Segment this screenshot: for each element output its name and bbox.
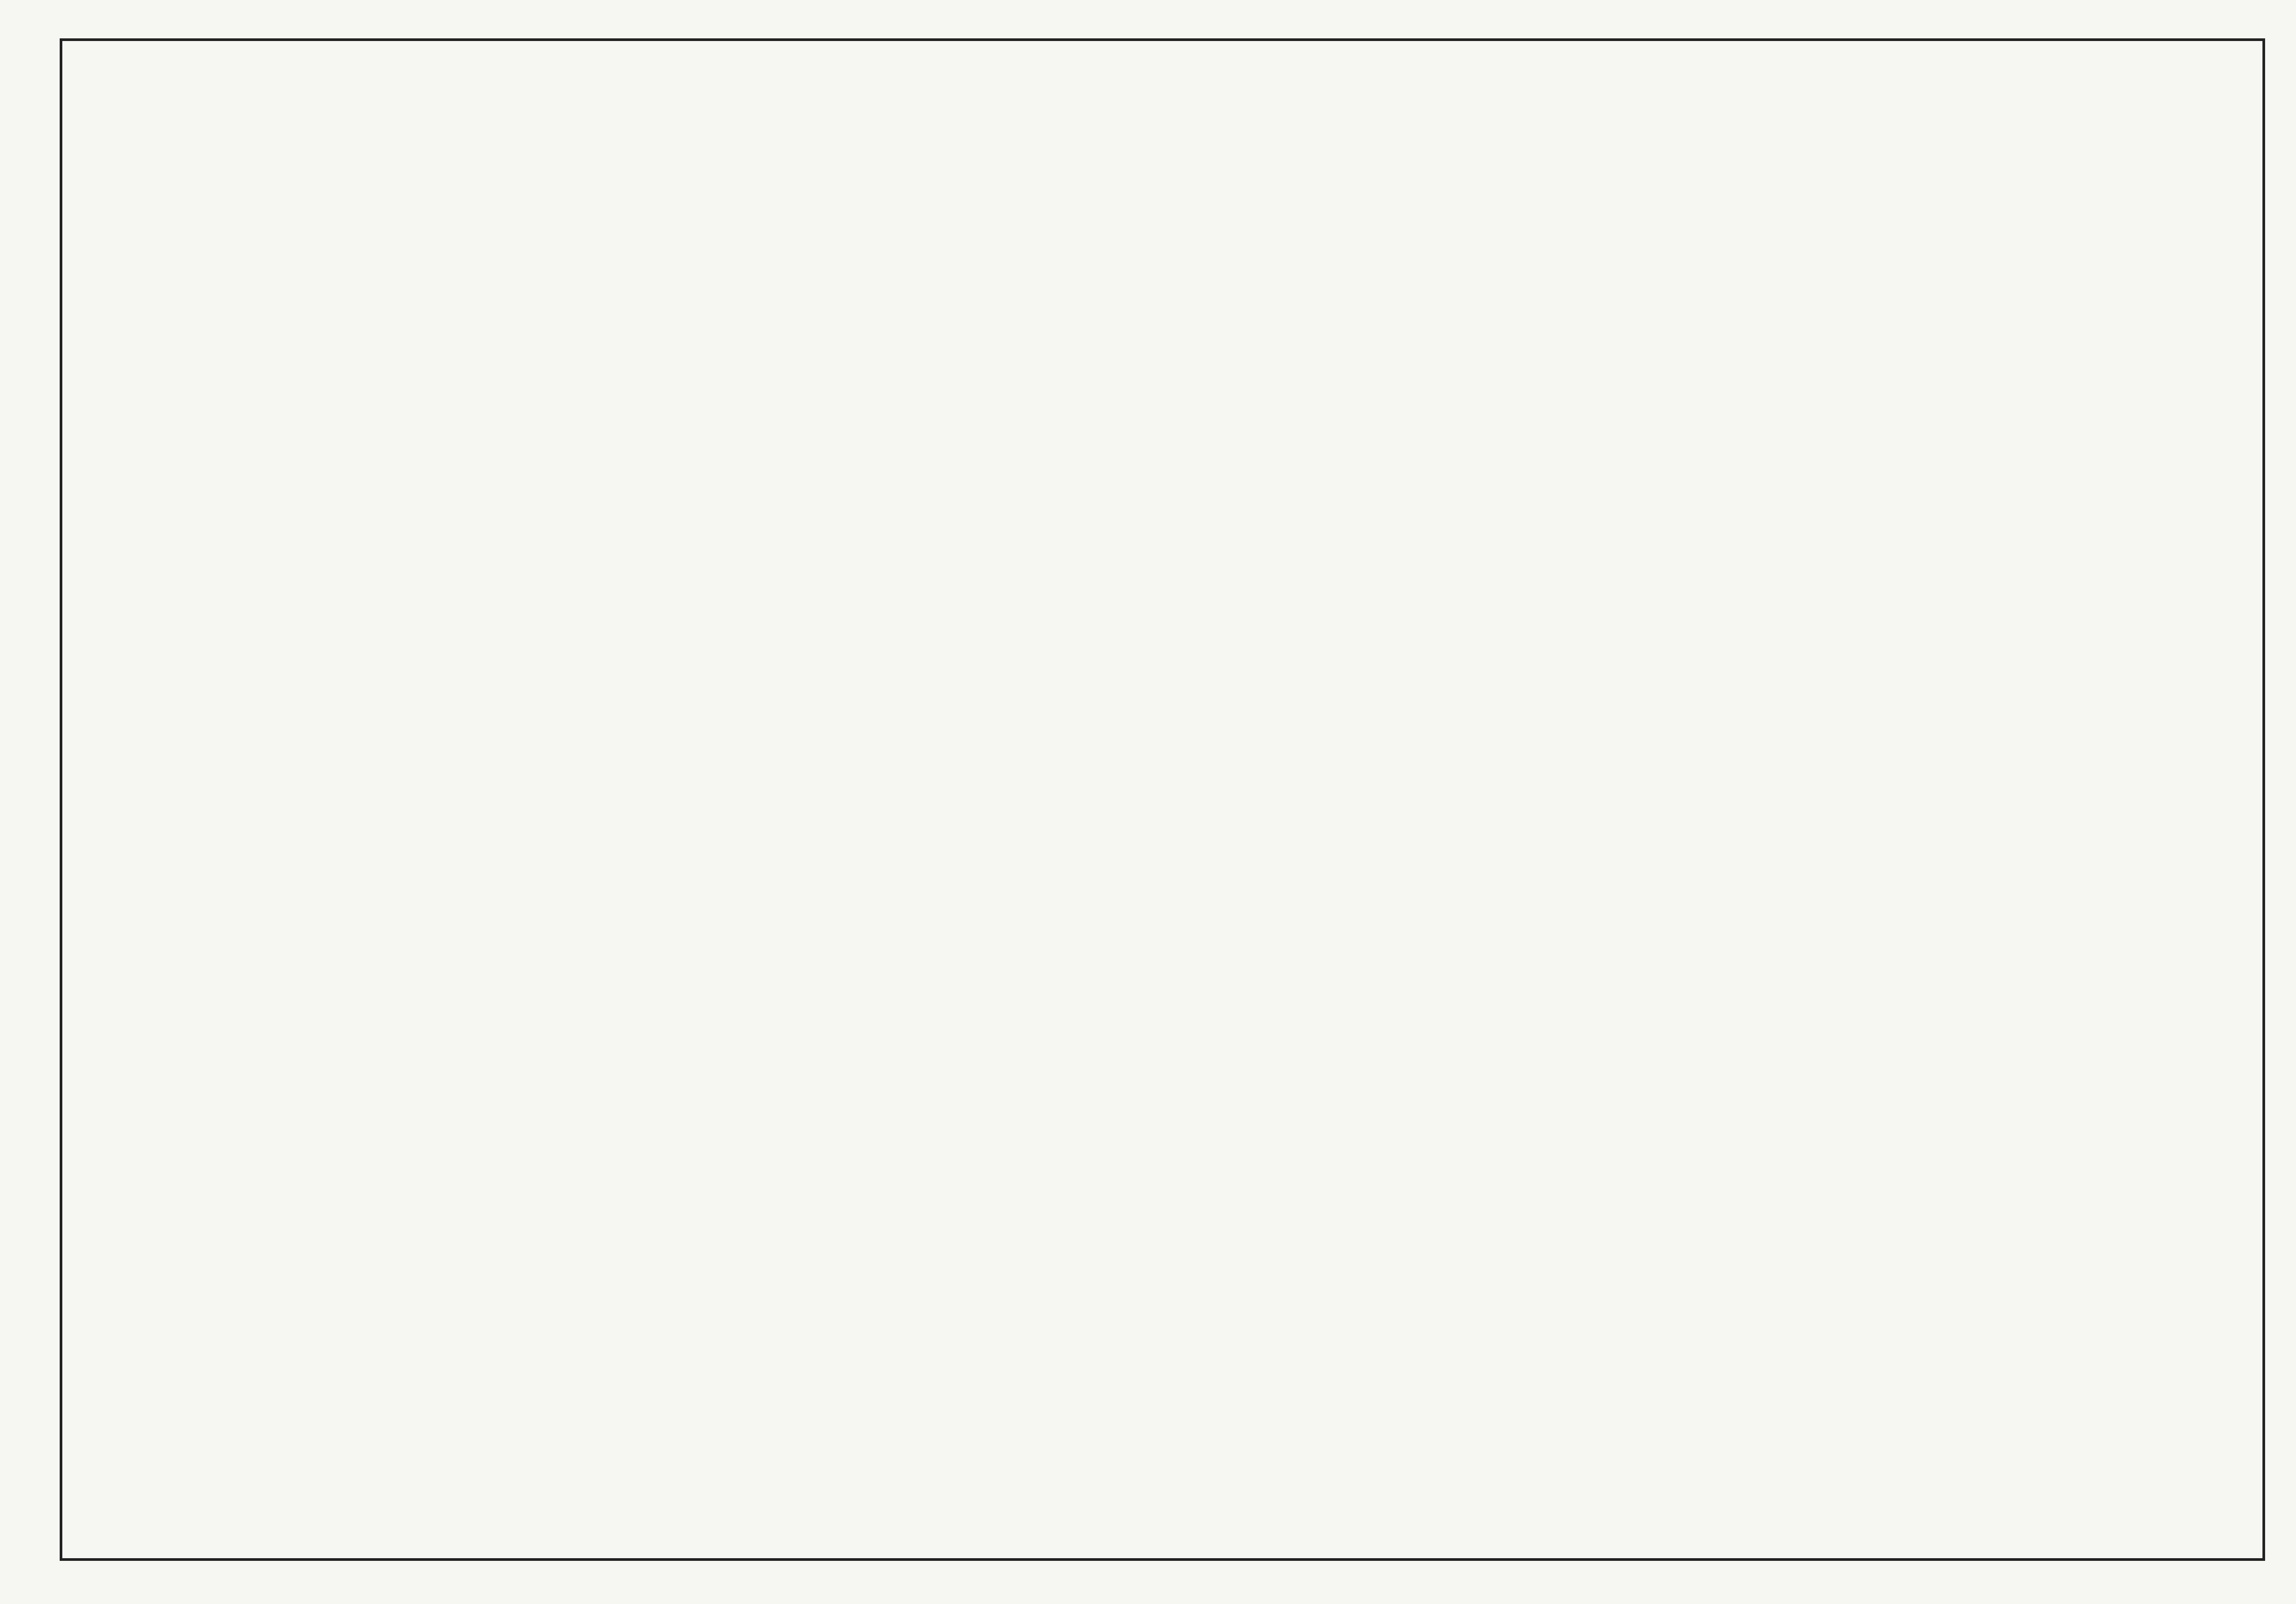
drawing-frame <box>60 38 2265 1561</box>
